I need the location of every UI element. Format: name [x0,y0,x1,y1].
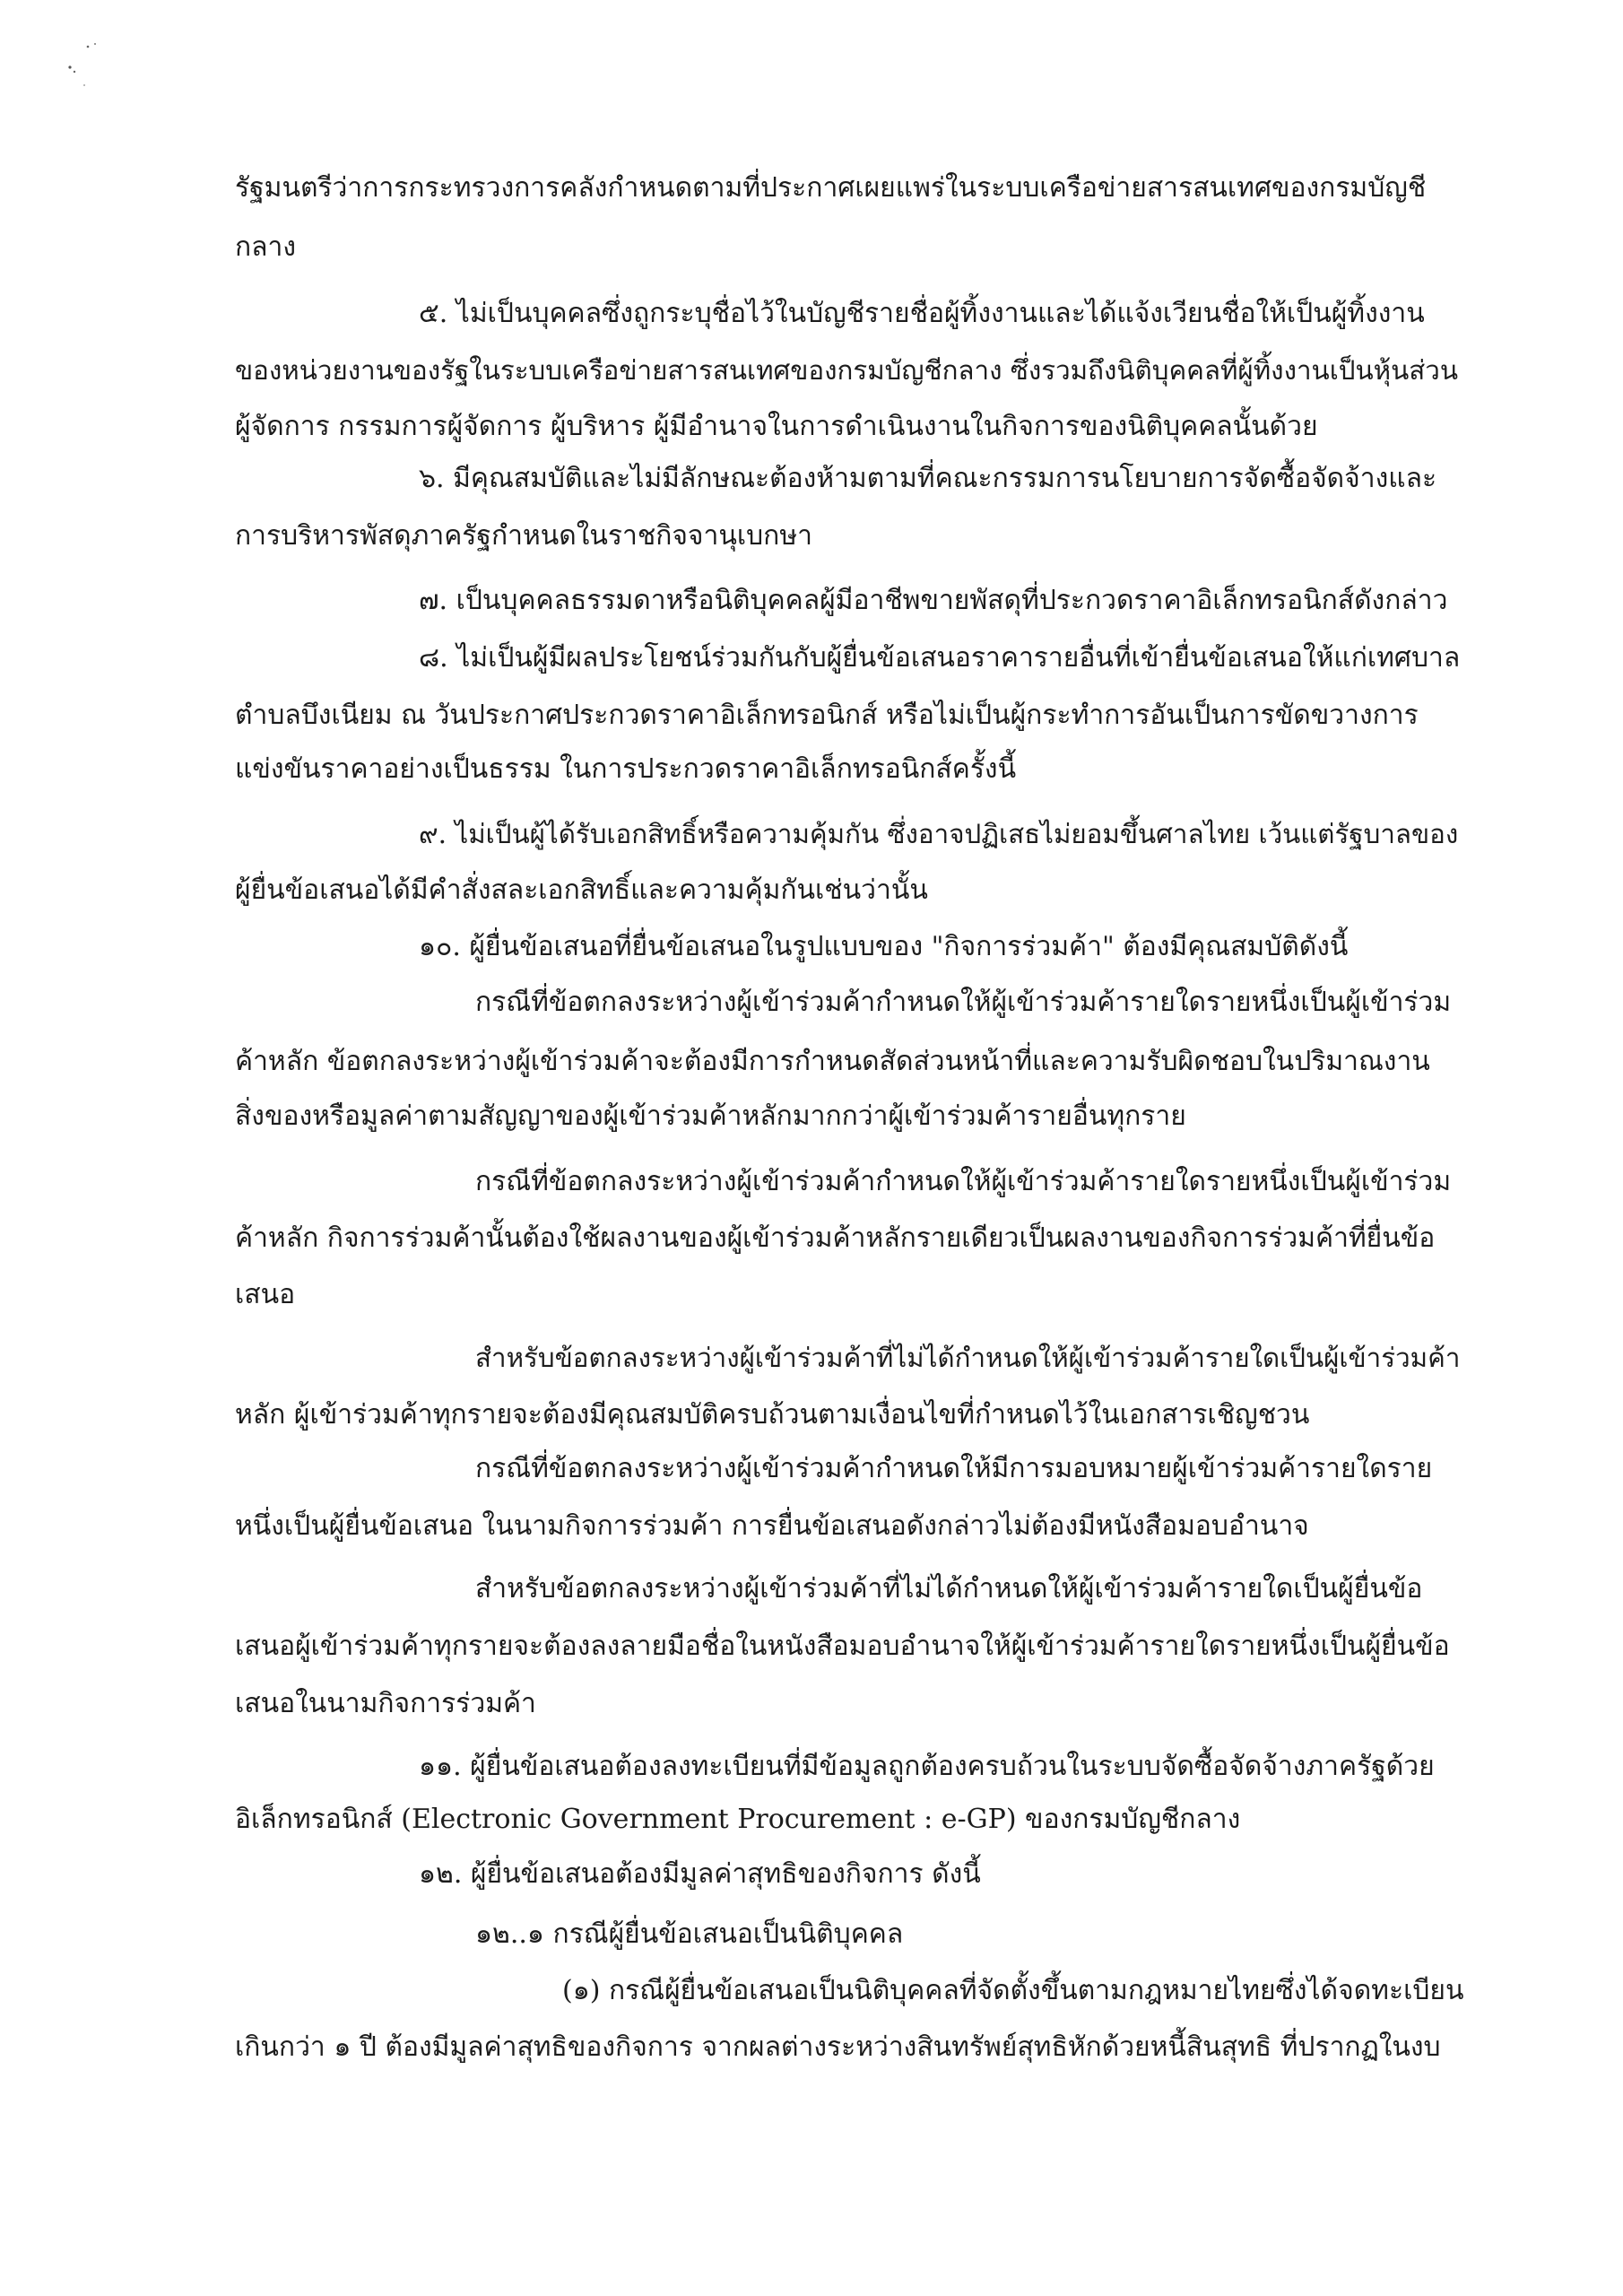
text-line: ผู้จัดการ กรรมการผู้จัดการ ผู้บริหาร ผู้มีอำนาจในการดำเนินงานในกิจการของนิติบุคคลนั้นด้วย [235,411,1318,442]
text-line: ๑๐. ผู้ยื่นข้อเสนอที่ยื่นข้อเสนอในรูปแบบของ "กิจการร่วมค้า" ต้องมีคุณสมบัติดังนี้ [419,931,1349,962]
text-line: ๑๑. ผู้ยื่นข้อเสนอต้องลงทะเบียนที่มีข้อมูลถูกต้องครบถ้วนในระบบจัดซื้อจัดจ้างภาครัฐด้วย [419,1751,1435,1782]
text-line: (๑) กรณีผู้ยื่นข้อเสนอเป็นนิติบุคคลที่จัดตั้งขึ้นตามกฎหมายไทยซึ่งได้จดทะเบียน [562,1975,1464,2006]
text-line: เสนอผู้เข้าร่วมค้าทุกรายจะต้องลงลายมือชื่อในหนังสือมอบอำนาจให้ผู้เข้าร่วมค้ารายใดรายหนึ่งเป็นผู้ยื่นข้อ [235,1631,1450,1662]
text-line: การบริหารพัสดุภาครัฐกำหนดในราชกิจจานุเบกษา [235,520,812,552]
text-line: ค้าหลัก กิจการร่วมค้านั้นต้องใช้ผลงานของผู้เข้าร่วมค้าหลักรายเดียวเป็นผลงานของกิจการร่วมค้าที่ยื่นข้อ [235,1222,1436,1254]
text-line: หลัก ผู้เข้าร่วมค้าทุกรายจะต้องมีคุณสมบัติครบถ้วนตามเงื่อนไขที่กำหนดไว้ในเอกสารเชิญชวน [235,1399,1310,1431]
text-line: ๕. ไม่เป็นบุคคลซึ่งถูกระบุชื่อไว้ในบัญชีรายชื่อผู้ทิ้งงานและได้แจ้งเวียนชื่อให้เป็นผู้ทิ้งงาน [419,298,1425,329]
text-line: กรณีที่ข้อตกลงระหว่างผู้เข้าร่วมค้ากำหนดให้ผู้เข้าร่วมค้ารายใดรายหนึ่งเป็นผู้เข้าร่วม [475,1166,1452,1197]
text-line: ๑๒..๑ กรณีผู้ยื่นข้อเสนอเป็นนิติบุคคล [475,1918,904,1950]
text-line: ตำบลบึงเนียม ณ วันประกาศประกวดราคาอิเล็กทรอนิกส์ หรือไม่เป็นผู้กระทำการอันเป็นการขัดขวางการ [235,700,1419,731]
text-line: ค้าหลัก ข้อตกลงระหว่างผู้เข้าร่วมค้าจะต้องมีการกำหนดสัดส่วนหน้าที่และความรับผิดชอบในปริมาณงาน [235,1046,1430,1077]
text-line: ๖. มีคุณสมบัติและไม่มีลักษณะต้องห้ามตามที่คณะกรรมการนโยบายการจัดซื้อจัดจ้างและ [419,463,1437,494]
text-line: ผู้ยื่นข้อเสนอได้มีคำสั่งสละเอกสิทธิ์และความคุ้มกันเช่นว่านั้น [235,874,928,906]
text-line: เสนอในนามกิจการร่วมค้า [235,1688,536,1719]
text-line: ๑๒. ผู้ยื่นข้อเสนอต้องมีมูลค่าสุทธิของกิจการ ดังนี้ [419,1858,981,1890]
text-line: เกินกว่า ๑ ปี ต้องมีมูลค่าสุทธิของกิจการ จากผลต่างระหว่างสินทรัพย์สุทธิหักด้วยหนี้สินสุทธิ ที่ปรากฏในงบ [235,2031,1441,2063]
text-line: เสนอ [235,1279,296,1310]
text-line: สำหรับข้อตกลงระหว่างผู้เข้าร่วมค้าที่ไม่ได้กำหนดให้ผู้เข้าร่วมค้ารายใดเป็นผู้ยื่นข้อ [475,1573,1423,1605]
text-line: กรณีที่ข้อตกลงระหว่างผู้เข้าร่วมค้ากำหนดให้มีการมอบหมายผู้เข้าร่วมค้ารายใดราย [475,1453,1433,1484]
text-line: สำหรับข้อตกลงระหว่างผู้เข้าร่วมค้าที่ไม่ได้กำหนดให้ผู้เข้าร่วมค้ารายใดเป็นผู้เข้าร่วมค้า [475,1343,1461,1373]
text-line: รัฐมนตรีว่าการกระทรวงการคลังกำหนดตามที่ประกาศเผยแพร่ในระบบเครือข่ายสารสนเทศของกรมบัญชี [235,172,1427,204]
text-line: ๙. ไม่เป็นผู้ได้รับเอกสิทธิ์หรือความคุ้มกัน ซึ่งอาจปฏิเสธไม่ยอมขึ้นศาลไทย เว้นแต่รัฐบาลของ [419,819,1459,849]
text-line: ของหน่วยงานของรัฐในระบบเครือข่ายสารสนเทศของกรมบัญชีกลาง ซึ่งรวมถึงนิติบุคคลที่ผู้ทิ้งงานเป็นหุ้นส่วน [235,355,1459,386]
text-line: สิ่งของหรือมูลค่าตามสัญญาของผู้เข้าร่วมค้าหลักมากกว่าผู้เข้าร่วมค้ารายอื่นทุกราย [235,1100,1186,1132]
text-line: อิเล็กทรอนิกส์ (Electronic Government Procurement : e-GP) ของกรมบัญชีกลาง [235,1804,1241,1835]
text-line: แข่งขันราคาอย่างเป็นธรรม ในการประกวดราคาอิเล็กทรอนิกส์ครั้งนี้ [235,753,1017,785]
text-line: กรณีที่ข้อตกลงระหว่างผู้เข้าร่วมค้ากำหนดให้ผู้เข้าร่วมค้ารายใดรายหนึ่งเป็นผู้เข้าร่วม [475,987,1452,1018]
text-line: ๘. ไม่เป็นผู้มีผลประโยชน์ร่วมกันกับผู้ยื่นข้อเสนอราคารายอื่นที่เข้ายื่นข้อเสนอให้แก่เทศบาล [419,642,1461,674]
text-line: หนึ่งเป็นผู้ยื่นข้อเสนอ ในนามกิจการร่วมค้า การยื่นข้อเสนอดังกล่าวไม่ต้องมีหนังสือมอบอำนาจ [235,1510,1309,1542]
text-line: กลาง [235,231,297,263]
text-line: ๗. เป็นบุคคลธรรมดาหรือนิติบุคคลผู้มีอาชีพขายพัสดุที่ประกวดราคาอิเล็กทรอนิกส์ดังกล่าว [419,585,1448,616]
